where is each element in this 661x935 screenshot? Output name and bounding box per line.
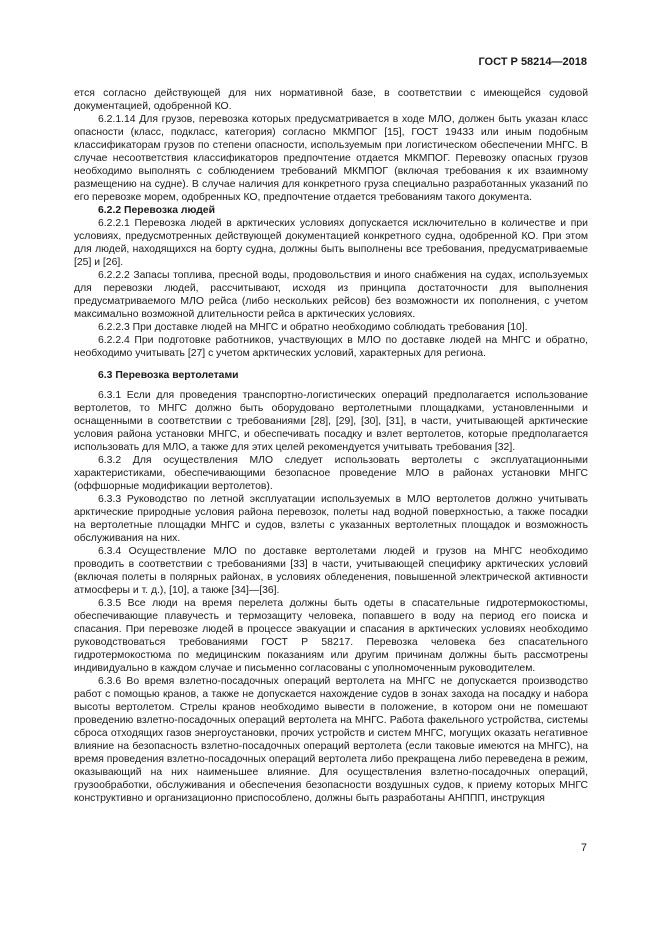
paragraph-6-2-1-14: 6.2.1.14 Для грузов, перевозка которых предусматривается в ходе МЛО, должен быть указан класс опасности (класс, подкласс, категория) согласно МКМПОГ [15], ГОСТ 19433 или иным подобным классификаторам грузов по степени опасности, используемым при логистическом обеспечении МНГС. В случае несоответствия классификаторов предпочтение отдается МКМПОГ. Перевозку опасных грузов необходимо выполнять с соблюдением требований МКМПОГ (включая требования к их взаимному размещению на судне). В случае наличия для конкретного груза специально разработанных указаний по его перевозке морем, одобренных КО, предпочтение отдается требованиям такого документа. xyxy=(74,114,588,203)
page-number: 7 xyxy=(580,842,587,854)
paragraph-6-3-4: 6.3.4 Осуществление МЛО по доставке вертолетами людей и грузов на МНГС необходимо проводить в соответствии с требованиями [33] в части, учитывающей специфику арктических условий (включая полеты в полярных районах, в условиях обледенения, повышенной электрической активности атмосферы и т. д.), [10], а также [34]—[36]. xyxy=(74,546,588,596)
paragraph-6-3-1: 6.3.1 Если для проведения транспортно-логистических операций предполагается использование вертолетов, то МНГС должно быть оборудовано вертолетными площадками, установленными и оснащенными в соответствии с требованиями [28], [29], [30], [31], в части, учитывающей арктические условия района установки МНГС, и обеспечивать посадку и взлет вертолетов, которые предполагается использовать для МЛО, а также для этих целей рекомендуется учитывать требования [32]. xyxy=(74,390,588,453)
document-body xyxy=(74,87,588,805)
paragraph-continuation: ется согласно действующей для них нормативной базе, в соответствии с имеющейся судовой документацией, одобренной КО. xyxy=(74,88,588,112)
standard-header: ГОСТ Р 58214—2018 xyxy=(478,56,587,68)
paragraph-6-3-2: 6.3.2 Для осуществления МЛО следует использовать вертолеты с эксплуатационными характеристиками, обеспечивающими безопасное проведение МЛО в районах установки МНГС (оффшорные модификации вертолетов). xyxy=(74,455,588,492)
paragraph-6-2-2-4: 6.2.2.4 При подготовке работников, участвующих в МЛО по доставке людей на МНГС и обратно, необходимо учитывать [27] с учетом арктических условий, характерных для региона. xyxy=(74,335,588,359)
section-heading-6-2-2: 6.2.2 Перевозка людей xyxy=(98,205,215,216)
paragraph-6-2-2-3: 6.2.2.3 При доставке людей на МНГС и обратно необходимо соблюдать требования [10]. xyxy=(98,322,528,333)
paragraph-6-3-6: 6.3.6 Во время взлетно-посадочных операций вертолета на МНГС не допускается производство работ с помощью кранов, а также не допускается нахождение судов в зонах захода на посадку и набора высоты вертолетом. Стрелы кранов необходимо вывести в положение, в котором они не помешают проведению взлетно-посадочных операций вертолета на МНГС. Работа факельного устройства, системы сброса отходящих газов энергоустановки, прочих устройств и систем МНГС, могущих оказать негативное влияние на безопасность взлетно-посадочных операций вертолета (если таковые имеются на МНГС), на время проведения взлетно-посадочных операций вертолета либо прекращена либо переведена в режим, оказывающий на них наименьшее влияние. Для осуществления взлетно-посадочных операций, грузообработки, обслуживания и обеспечения безопасности воздушных судов, к приему которых МНГС конструктивно и организационно приспособлено, должны быть разработаны АНППП, инструкция xyxy=(74,676,588,804)
paragraph-6-3-3: 6.3.3 Руководство по летной эксплуатации используемых в МЛО вертолетов должно учитывать арктические природные условия района перевозок, полеты над водной поверхностью, а также посадки на вертолетные площадки МНГС и судов, взлеты с указанных вертолетных площадок и возможность обслуживания на них. xyxy=(74,494,588,544)
paragraph-6-3-5: 6.3.5 Все люди на время перелета должны быть одеты в спасательные гидротермокостюмы, обеспечивающие плавучесть и термозащиту человека, попавшего в воду на период его поиска и спасания. При перевозке людей в процессе эвакуации и спасания в арктических условиях необходимо руководствоваться требованиями ГОСТ Р 58217. Перевозка человека без спасательного гидротермокостюма по медицинским показаниям или другим причинам должны быть рассмотрены индивидуально в каждом случае и письменно согласованы с уполномоченным руководителем. xyxy=(74,598,588,674)
section-heading-6-3: 6.3 Перевозка вертолетами xyxy=(98,370,239,381)
paragraph-6-2-2-2: 6.2.2.2 Запасы топлива, пресной воды, продовольствия и иного снабжения на судах, используемых для перевозки людей, рассчитывают, исходя из принципа достаточности для выполнения предусматриваемого МЛО рейса (либо нескольких рейсов) без возможности их пополнения, с учетом максимально возможной длительности рейса в арктических условиях. xyxy=(74,270,588,320)
paragraph-6-2-2-1: 6.2.2.1 Перевозка людей в арктических условиях допускается исключительно в количестве и при условиях, предусмотренных действующей документацией конкретного судна, одобренной КО. При этом для людей, находящихся на борту судна, должны быть выполнены все требования, предусматриваемые [25] и [26]. xyxy=(74,218,588,268)
